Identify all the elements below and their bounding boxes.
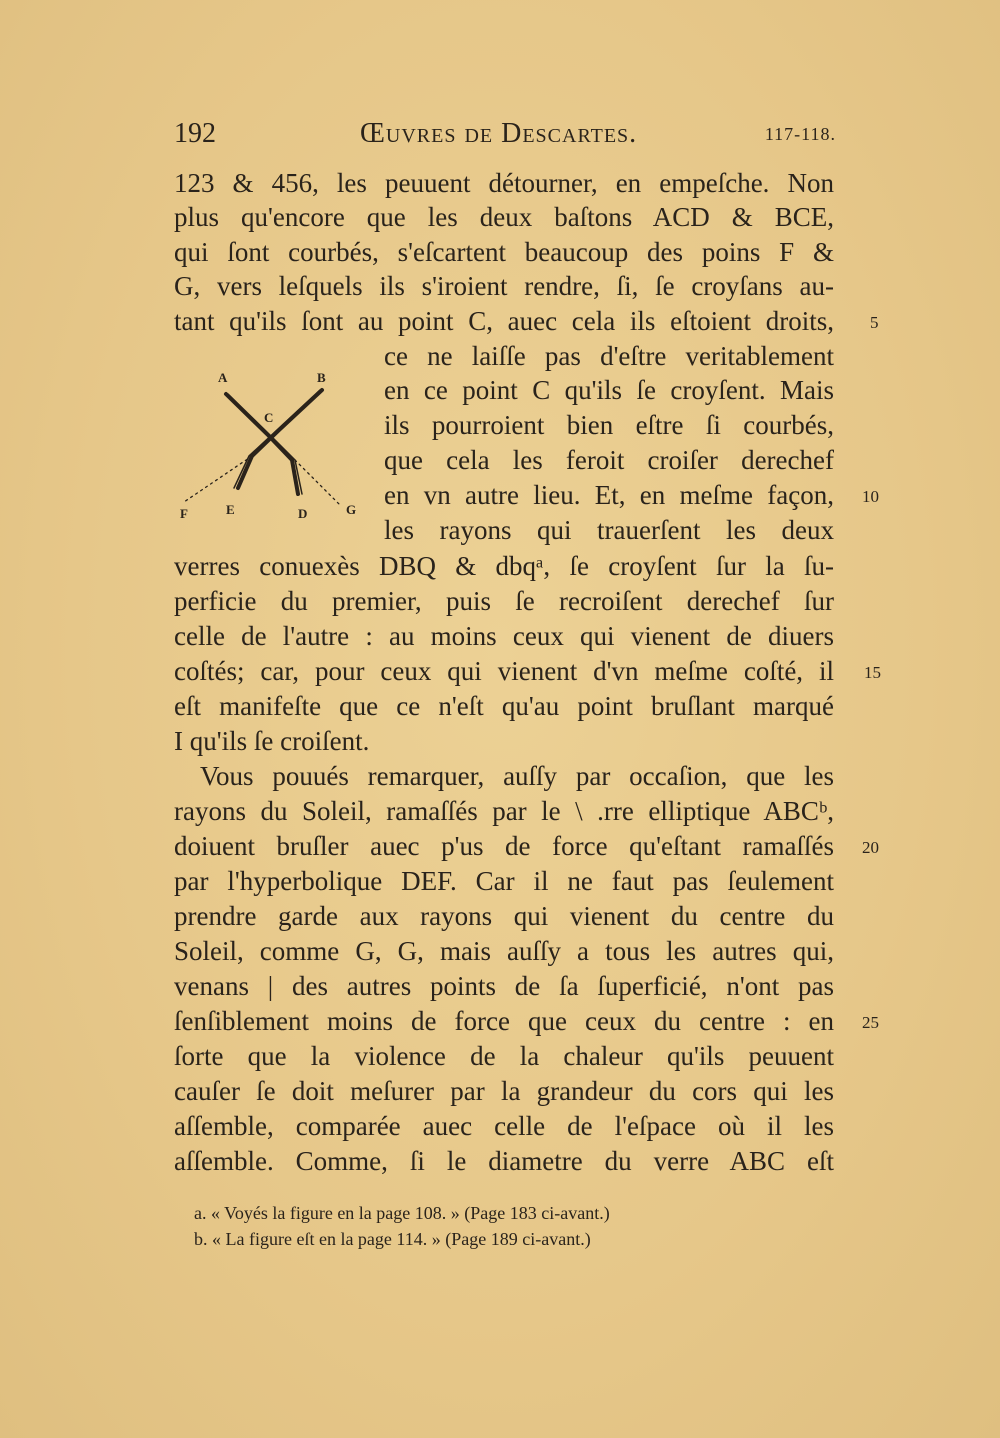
line-number: 25 [862, 1013, 879, 1032]
footnote-mark: a. [194, 1203, 207, 1223]
figure-label-e: E [226, 502, 235, 517]
figure-label-f: F [180, 506, 188, 521]
text-line: I qu'ils ſe croiſent. [174, 726, 370, 756]
figure-label-g: G [346, 502, 357, 517]
text-line: les rayons qui trauerſent les deux [384, 515, 834, 545]
text-line: en vn autre lieu. Et, en meſme façon, [384, 480, 834, 510]
footnote-a [194, 1200, 610, 1226]
text-line: aſſemble, comparée auec celle de l'eſpace où il les [174, 1111, 834, 1141]
text-line: que cela les feroit croiſer derechef [384, 445, 834, 475]
text-line: verres conuexès DBQ & dbqᵃ, ſe croyſent ſur la ſu- [174, 551, 834, 581]
text-line: G, vers leſquels ils s'iroient rendre, ſi, ſe croyſans au- [174, 271, 834, 301]
dotted-line-g [295, 460, 339, 504]
line-number: 5 [870, 313, 879, 332]
text-line: tant qu'ils ſont au point C, auec cela ils eſtoient droits, [174, 306, 834, 336]
figure-label-d: D [298, 506, 308, 521]
text-line: rayons du Soleil, ramaſſés par le \ .rre elliptique ABCᵇ, [174, 796, 834, 826]
crossed-sticks-figure [174, 364, 374, 524]
text-line: Soleil, comme G, G, mais auſſy a tous les autres qui, [174, 936, 834, 966]
text-line: coſtés; car, pour ceux qui vienent d'vn meſme coſté, il [174, 656, 834, 686]
text-line: plus qu'encore que les deux baſtons ACD & BCE, [174, 202, 834, 232]
text-line: prendre garde aux rayons qui vienent du centre du [174, 901, 834, 931]
page-header [174, 118, 836, 158]
page-number: 192 [174, 118, 216, 149]
text-line: ils pourroient bien eſtre ſi courbés, [384, 410, 834, 440]
text-line: doiuent bruſler auec p'us de force qu'eſtant ramaſſés [174, 831, 834, 861]
text-line: venans | des autres points de ſa ſuperficié, n'ont pas [174, 971, 834, 1001]
line-number: 10 [862, 487, 879, 506]
page-range: 117-118. [764, 124, 836, 144]
footnote-mark: b. [194, 1229, 208, 1249]
footnote-b [194, 1226, 591, 1252]
text-line: ſorte que la violence de la chaleur qu'ils peuuent [174, 1041, 834, 1071]
text-line: en ce point C qu'ils ſe croyſent. Mais [384, 375, 834, 405]
text-line: qui ſont courbés, s'eſcartent beaucoup des poins F & [174, 237, 834, 267]
footnote-text: « La figure eſt en la page 114. » (Page 189 ci-avant.) [212, 1229, 591, 1249]
line-number: 20 [862, 838, 879, 857]
figure-label-b: B [317, 370, 326, 385]
text-line: 123 & 456, les peuuent détourner, en empeſche. Non [174, 168, 834, 198]
text-line: celle de l'autre : au moins ceux qui vienent de diuers [174, 621, 834, 651]
figure-label-c: C [264, 410, 274, 425]
running-title: Œuvres de Descartes. [360, 118, 638, 149]
text-line: par l'hyperbolique DEF. Car il ne faut pas ſeulement [174, 866, 834, 896]
text-line: Vous pouués remarquer, auſſy par occaſion, que les [200, 761, 834, 791]
text-line: ce ne laiſſe pas d'eſtre veritablement [384, 341, 834, 371]
text-line: cauſer ſe doit meſurer par la grandeur du cors qui les [174, 1076, 834, 1106]
footnote-text: « Voyés la figure en la page 108. » (Page 183 ci-avant.) [211, 1203, 610, 1223]
text-line: aſſemble. Comme, ſi le diametre du verre ABC eſt [174, 1146, 834, 1176]
line-number: 15 [864, 663, 881, 682]
text-line: eſt manifeſte que ce n'eſt qu'au point bruſlant marqué [174, 691, 834, 721]
figure-label-a: A [218, 370, 228, 385]
stick-bce [238, 390, 322, 488]
text-line: perficie du premier, puis ſe recroiſent derechef ſur [174, 586, 834, 616]
text-line: ſenſiblement moins de force que ceux du centre : en [174, 1006, 834, 1036]
